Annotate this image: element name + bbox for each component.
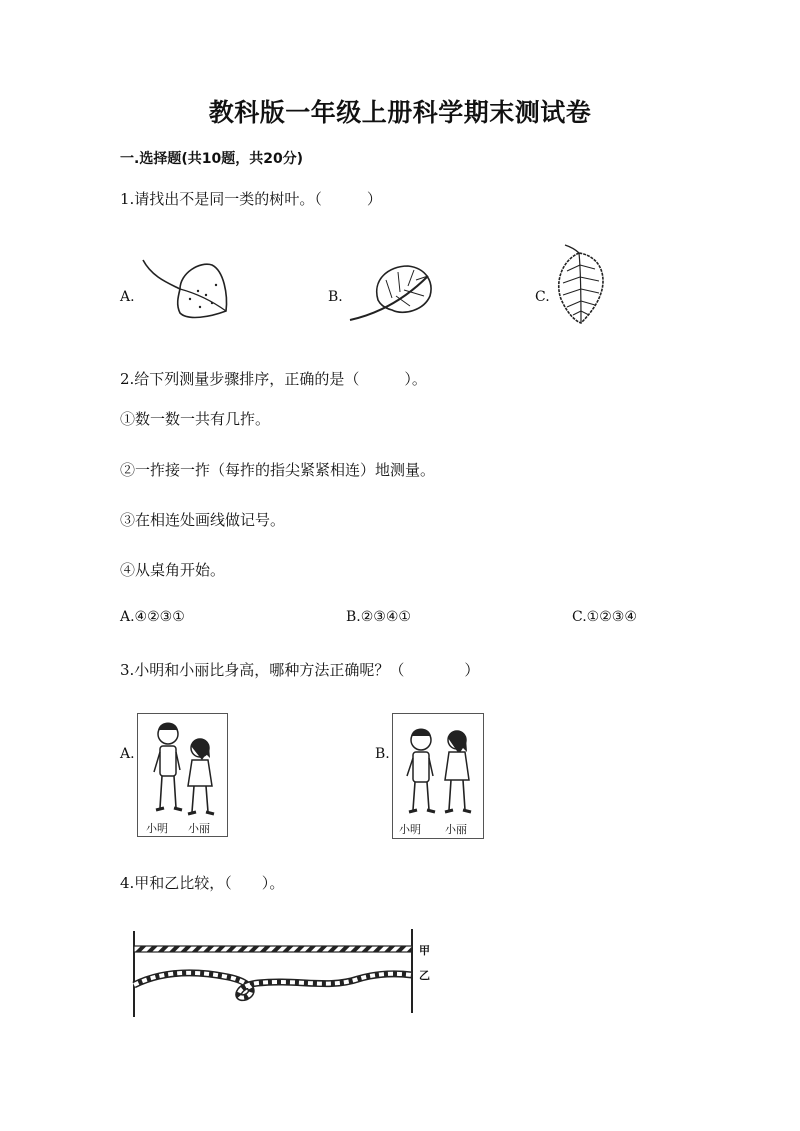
- q1-leaf-c-image: [553, 243, 608, 325]
- q2-step-3: ③在相连处画线做记号。: [120, 511, 286, 529]
- q3-a-name-boy: 小明: [146, 822, 168, 835]
- q3-option-a-label: A.: [120, 746, 135, 762]
- q3-b-name-boy: 小明: [399, 823, 421, 836]
- q1-option-b-label: B.: [328, 289, 343, 305]
- q2-step-2: ②一拃接一拃（每拃的指尖紧紧相连）地测量。: [120, 461, 436, 479]
- page-title: 教科版一年级上册科学期末测试卷: [208, 98, 592, 127]
- q4-label-yi: 乙: [419, 969, 430, 982]
- q2-option-b: B.②③④①: [346, 609, 411, 625]
- q2-option-c: C.①②③④: [572, 609, 637, 625]
- q3-picture-b-frame: [392, 713, 484, 839]
- q1-option-c-label: C.: [535, 289, 550, 305]
- q3-a-name-girl: 小丽: [188, 822, 210, 835]
- q3-picture-b-children: [399, 718, 477, 818]
- q2-step-4: ④从桌角开始。: [120, 561, 226, 579]
- q1-leaf-a-image: [140, 255, 235, 325]
- q2-option-a: A.④②③①: [120, 609, 185, 625]
- q3-option-b-label: B.: [375, 746, 390, 762]
- q3-picture-a-frame: [137, 713, 228, 837]
- section-heading: 一.选择题(共10题，共20分): [120, 151, 304, 167]
- question-1-text: 1.请找出不是同一类的树叶。（ ）: [120, 190, 382, 208]
- q1-leaf-b-image: [348, 262, 438, 324]
- q2-step-1: ①数一数一共有几拃。: [120, 410, 271, 428]
- q4-label-jia: 甲: [419, 944, 430, 957]
- q3-b-name-girl: 小丽: [445, 823, 467, 836]
- q3-picture-a-children: [144, 718, 222, 818]
- question-4-text: 4.甲和乙比较，（ ）。: [120, 874, 285, 892]
- question-3-text: 3.小明和小丽比身高，哪种方法正确呢？（ ）: [120, 661, 480, 679]
- q4-ropes-image: [128, 925, 418, 1020]
- question-2-text: 2.给下列测量步骤排序，正确的是（ ）。: [120, 370, 427, 388]
- q1-option-a-label: A.: [120, 289, 135, 305]
